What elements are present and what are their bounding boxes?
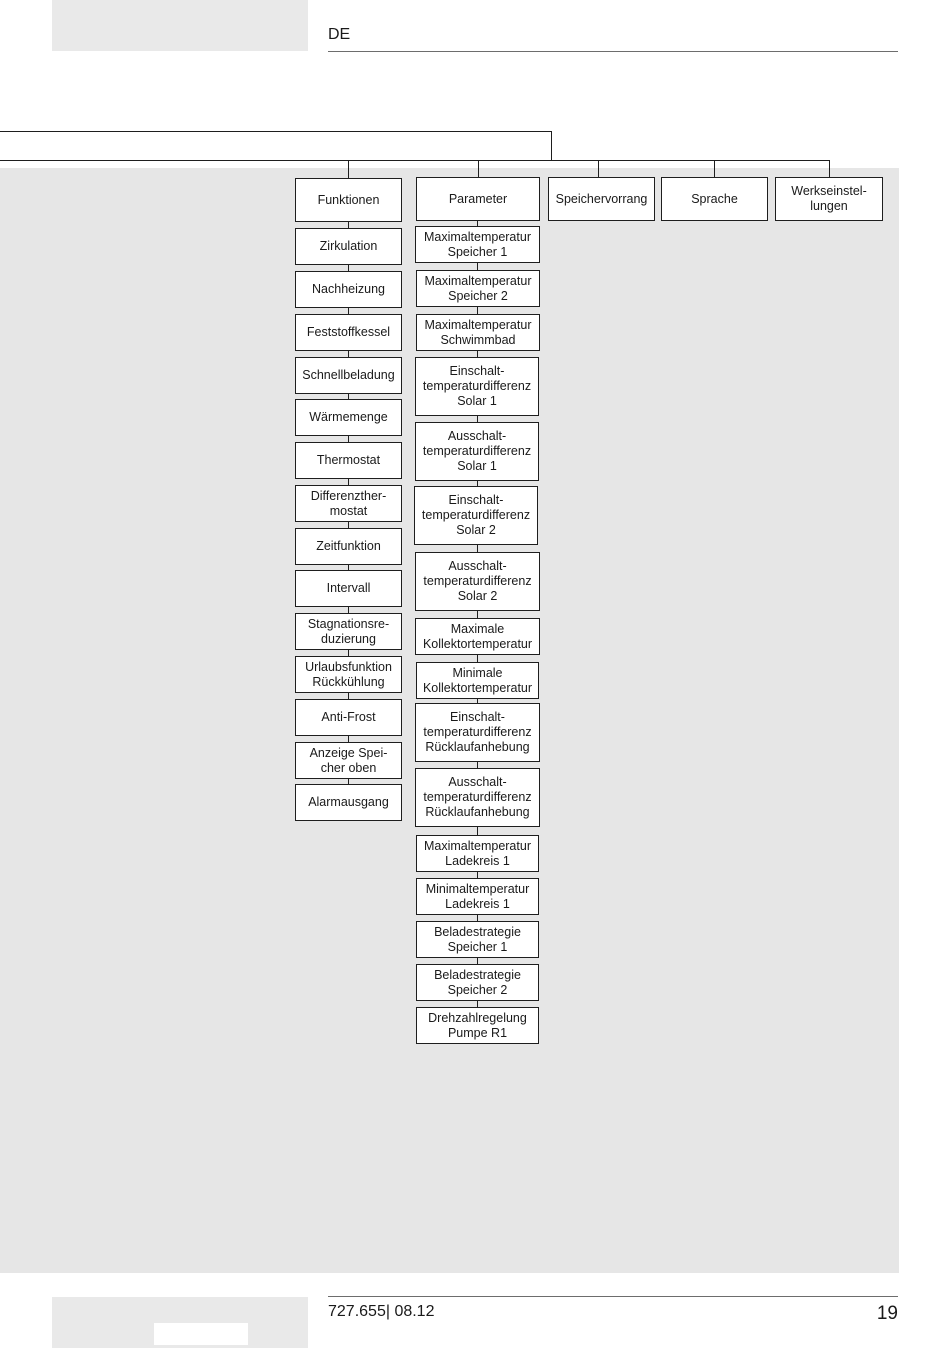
funktionen-item: Feststoffkessel [295,314,402,351]
funktionen-item: Alarmausgang [295,784,402,821]
funktionen-item: Stagnationsre- duzierung [295,613,402,650]
funktionen-item: Wärmemenge [295,399,402,436]
connector-top-drop [551,131,552,161]
parameter-item: Maximaltemperatur Speicher 2 [416,270,540,307]
menu-box-parameter: Parameter [416,177,540,221]
parameter-item: Einschalt- temperaturdifferenz Solar 2 [414,486,538,545]
connector-branch-4 [829,160,830,178]
funktionen-item: Anti-Frost [295,699,402,736]
page-number: 19 [876,1303,898,1324]
funktionen-item: Zirkulation [295,228,402,265]
parameter-item: Maximaltemperatur Speicher 1 [415,226,540,263]
funktionen-item: Urlaubsfunktion Rückkühlung [295,656,402,693]
parameter-item: Maximaltemperatur Schwimmbad [416,314,540,351]
connector-branch-0 [348,160,349,178]
funktionen-item: Zeitfunktion [295,528,402,565]
menu-box-speichervorrang: Speichervorrang [548,177,655,221]
funktionen-item: Intervall [295,570,402,607]
parameter-item: Ausschalt- temperaturdifferenz Solar 2 [415,552,540,611]
connector-branch-3 [714,160,715,178]
menu-box-sprache: Sprache [661,177,768,221]
parameter-item: Ausschalt- temperaturdifferenz Solar 1 [415,422,539,481]
funktionen-item: Thermostat [295,442,402,479]
header-rule [328,51,898,52]
parameter-item: Minimaltemperatur Ladekreis 1 [416,878,539,915]
document-code: 727.655| 08.12 [328,1303,435,1320]
parameter-item: Maximaltemperatur Ladekreis 1 [416,835,539,872]
parameter-item: Minimale Kollektortemperatur [416,662,539,699]
funktionen-item: Schnellbeladung [295,357,402,394]
connector-branch-1 [478,160,479,178]
footer-strip [154,1323,248,1345]
parameter-item: Drehzahlregelung Pumpe R1 [416,1007,539,1044]
parameter-item: Maximale Kollektortemperatur [415,618,540,655]
menu-box-werkseinstellungen: Werkseinstel- lungen [775,177,883,221]
footer-rule [328,1296,898,1297]
connector-top-horizontal [0,131,552,132]
funktionen-item: Anzeige Spei- cher oben [295,742,402,779]
funktionen-item: Differenzther- mostat [295,485,402,522]
parameter-item: Ausschalt- temperaturdifferenz Rücklaufanhebung [415,768,540,827]
menu-box-funktionen: Funktionen [295,178,402,222]
connector-branch-2 [598,160,599,178]
parameter-item: Beladestrategie Speicher 2 [416,964,539,1001]
header-grey-tab [52,0,308,51]
parameter-item: Einschalt- temperaturdifferenz Rücklaufanhebung [415,703,540,762]
funktionen-item: Nachheizung [295,271,402,308]
parameter-item: Einschalt- temperaturdifferenz Solar 1 [415,357,539,416]
connector-branch-horizontal [0,160,830,161]
parameter-item: Beladestrategie Speicher 1 [416,921,539,958]
language-label: DE [328,26,351,43]
